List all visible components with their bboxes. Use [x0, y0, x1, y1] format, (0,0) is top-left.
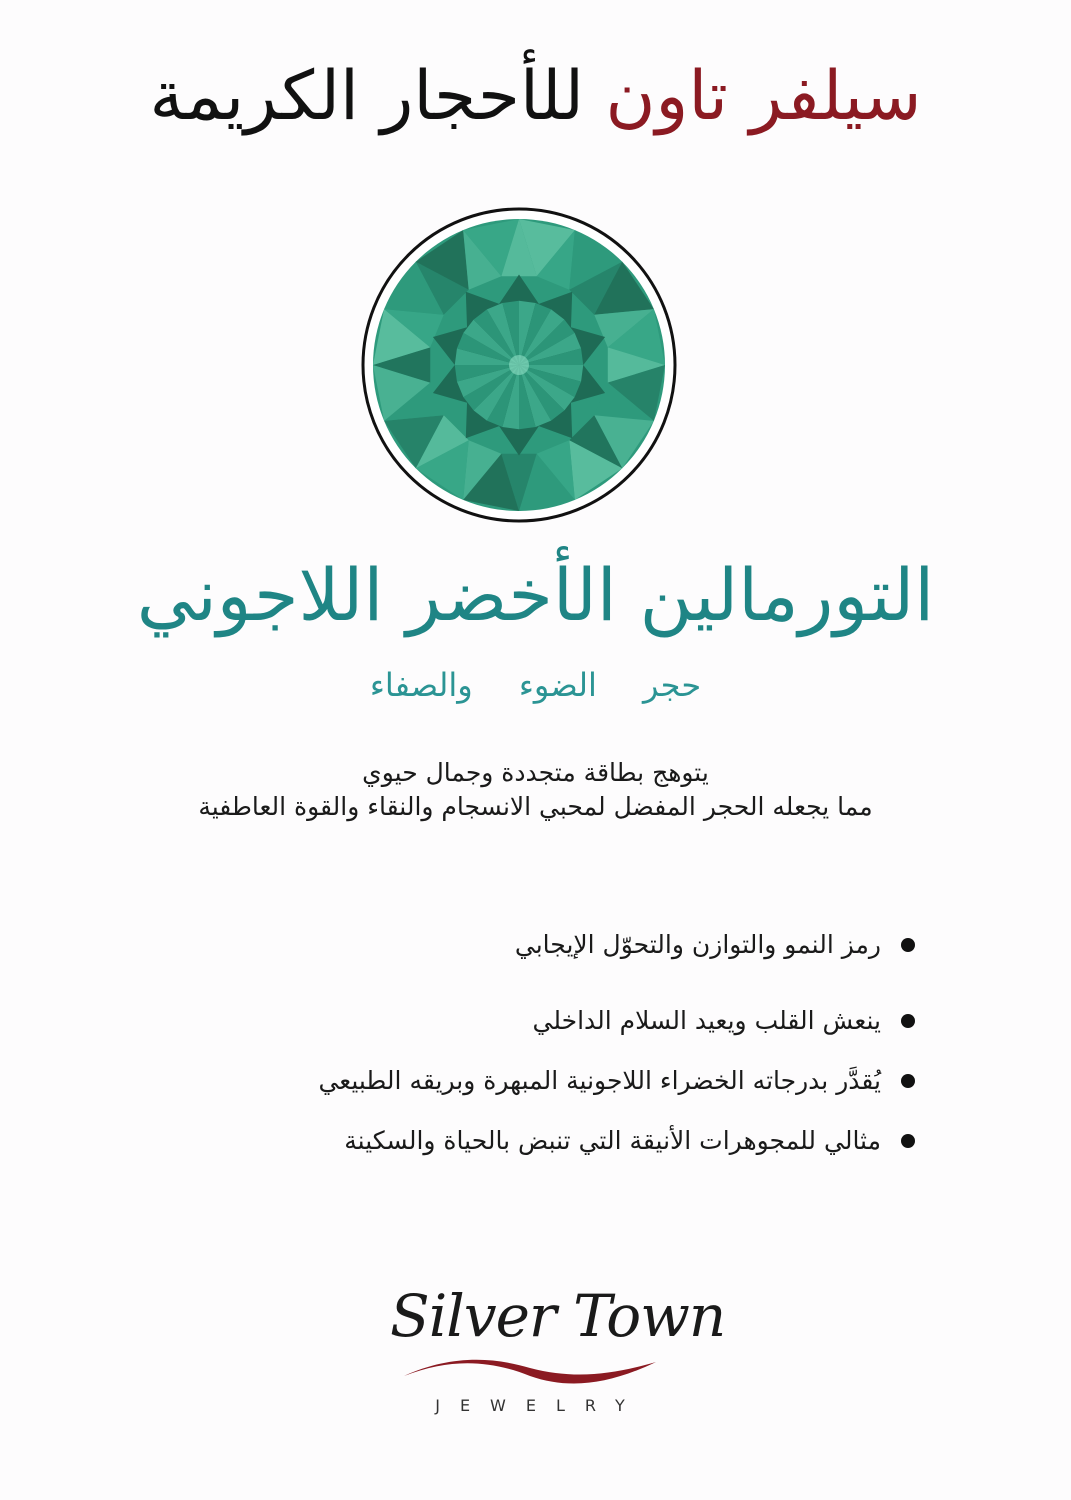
bullet-icon	[901, 1014, 915, 1028]
bullet-icon	[901, 1134, 915, 1148]
list-item: رمز النمو والتوازن والتحوّل الإيجابي	[120, 920, 915, 996]
headline-rest: للأحجار الكريمة	[149, 57, 584, 136]
page-headline	[40, 42, 1031, 152]
list-item: يُقدَّر بدرجاته الخضراء اللاجونية المبهرة وبريقه الطبيعي	[120, 1056, 915, 1116]
logo-subtitle: JEWELRY	[435, 1396, 645, 1415]
silver-town-logo	[390, 1272, 726, 1432]
logo-script: Silver Town	[390, 1282, 726, 1350]
tourmaline-gem-icon	[360, 206, 678, 524]
bullet-icon	[901, 938, 915, 952]
description-line-2: مما يجعله الحجر المفضل لمحبي الانسجام والنقاء والقوة العاطفية	[198, 792, 873, 821]
benefits-list	[120, 920, 915, 1176]
description-line-1: يتوهج بطاقة متجددة وجمال حيوي	[362, 758, 709, 787]
logo-swoosh-icon	[400, 1354, 660, 1390]
bullet-icon	[901, 1074, 915, 1088]
list-item: ينعش القلب ويعيد السلام الداخلي	[120, 996, 915, 1056]
stone-name: التورمالين الأخضر اللاجوني	[136, 553, 935, 637]
headline-brand: سيلفر تاون	[605, 57, 922, 136]
list-item: مثالي للمجوهرات الأنيقة التي تنبض بالحياة والسكينة	[120, 1116, 915, 1176]
stone-description	[80, 756, 991, 824]
stone-tagline: حجر الضوء والصفاء	[369, 666, 702, 704]
